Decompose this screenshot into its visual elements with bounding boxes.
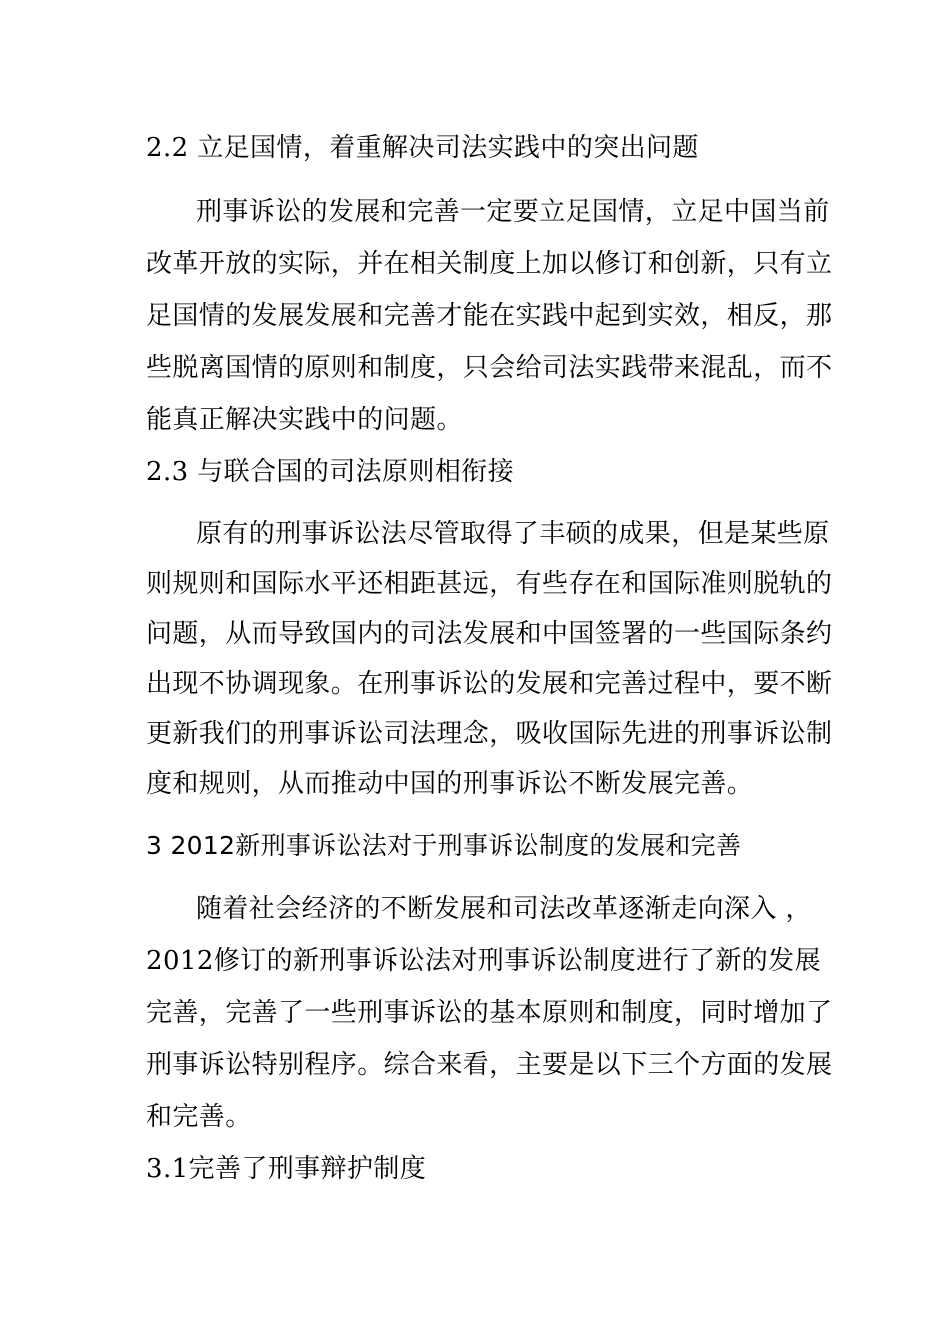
- paragraph-2-2-line-5: 能真正解决实践中的问题。: [146, 405, 463, 435]
- paragraph-3-line-1: 随着社会经济的不断发展和司法改革逐渐走向深入 ，: [196, 894, 812, 924]
- paragraph-3-line-5: 和完善。: [146, 1102, 252, 1132]
- paragraph-2-3-line-1: 原有的刑事诉讼法尽管取得了丰硕的成果，但是某些原: [196, 519, 830, 549]
- heading-2-2: 2.2 立足国情，着重解决司法实践中的突出问题: [146, 133, 699, 163]
- paragraph-2-3-line-6: 度和规则，从而推动中国的刑事诉讼不断发展完善。: [146, 769, 754, 799]
- paragraph-2-3-line-3: 问题，从而导致国内的司法发展和中国签署的一些国际条约: [146, 619, 833, 649]
- paragraph-3-line-3: 完善，完善了一些刑事诉讼的基本原则和制度，同时增加了: [146, 998, 833, 1028]
- paragraph-2-3-line-4: 出现不协调现象。在刑事诉讼的发展和完善过程中，要不断: [146, 669, 833, 699]
- paragraph-2-3-line-5: 更新我们的刑事诉讼司法理念，吸收国际先进的刑事诉讼制: [146, 719, 833, 749]
- paragraph-2-2-line-2: 改革开放的实际，并在相关制度上加以修订和创新，只有立: [146, 249, 833, 279]
- heading-3: 3 2012新刑事诉讼法对于刑事诉讼制度的发展和完善: [146, 831, 742, 860]
- paragraph-3-line-2: 2012修订的新刑事诉讼法对刑事诉讼制度进行了新的发展: [146, 946, 821, 976]
- paragraph-2-3-line-2: 则规则和国际水平还相距甚远，有些存在和国际准则脱轨的: [146, 569, 833, 599]
- paragraph-3-line-4: 刑事诉讼特别程序。综合来看，主要是以下三个方面的发展: [146, 1050, 833, 1080]
- paragraph-2-2-line-4: 些脱离国情的原则和制度，只会给司法实践带来混乱，而不: [146, 353, 833, 383]
- heading-2-3: 2.3 与联合国的司法原则相衔接: [146, 457, 515, 487]
- paragraph-2-2-line-3: 足国情的发展发展和完善才能在实践中起到实效，相反，那: [146, 301, 833, 331]
- paragraph-2-2-line-1: 刑事诉讼的发展和完善一定要立足国情，立足中国当前: [196, 197, 830, 227]
- heading-3-1: 3.1完善了刑事辩护制度: [146, 1154, 427, 1184]
